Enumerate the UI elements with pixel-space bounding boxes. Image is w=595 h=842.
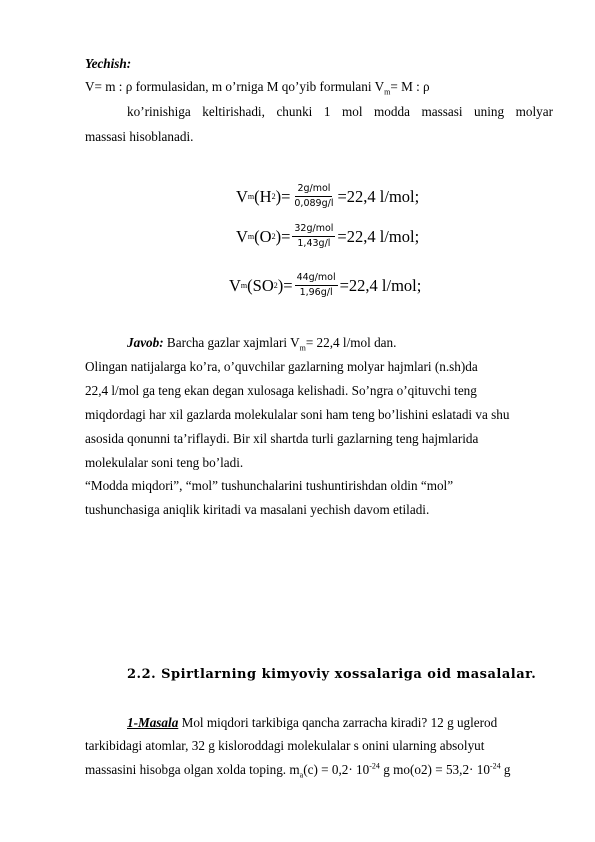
javob-label: Javob:: [127, 335, 164, 350]
equation-h2: V m (H 2 )= $\frac{\text{2g/mol}}{0,089g/l}$ =22,4 l/mol;: [236, 183, 420, 209]
text-segment: massasini hisobga olgan xolda toping. m: [85, 762, 300, 777]
word: modda: [374, 104, 410, 119]
eq-denominator: 1,96g/l: [299, 287, 333, 298]
yechish-label: Yechish:: [85, 56, 132, 71]
masala-label: 1-Masala: [127, 715, 179, 730]
masala-line-2: tarkibidagi atomlar, 32 g kisloroddagi molekulalar s onini ularning absolyut: [85, 738, 485, 753]
paragraph-1-line-2: [127, 104, 553, 120]
text-segment: g: [500, 762, 511, 777]
eq-numerator: 32g/mol: [292, 223, 335, 237]
eq-v: V: [236, 186, 248, 206]
subscript: m: [299, 343, 306, 353]
paragraph-1-line-3: massasi hisoblanadi.: [85, 129, 194, 144]
paragraph-2-line-2: 22,4 l/mol ga teng ekan degan xulosaga kelishadi. So’ngra o’qituvchi teng: [85, 383, 477, 398]
word: keltirishadi,: [202, 104, 265, 119]
eq-denominator: 1,43g/l: [297, 238, 331, 249]
equation-so2: V m (SO 2 )= $\frac{\text{44g/mol}}{1,96g/l}$ =22,4 l/mol;: [229, 272, 422, 298]
eq-result: =22,4 l/mol;: [339, 275, 422, 295]
eq-fraction: [295, 272, 338, 299]
text-segment: g mo(o2) = 53,2· 10: [379, 762, 490, 777]
superscript: -24: [369, 761, 380, 771]
eq-v: V: [236, 226, 248, 246]
eq-numerator: 44g/mol: [295, 272, 338, 286]
eq-numerator: 2g/mol: [295, 183, 332, 197]
text-segment: (c) = 0,2· 10: [303, 762, 370, 777]
word: chunki: [276, 104, 313, 119]
paragraph-1-line-1: [85, 79, 430, 95]
word: 1: [323, 104, 331, 119]
paragraph-2-line-3: miqdordagi har xil gazlarda molekulalar soni ham teng bo’lishini eslatadi va shu: [85, 407, 510, 422]
subscript: a: [299, 770, 304, 780]
superscript: -24: [489, 761, 501, 771]
text-segment: V= m : ρ formulasidan, m o’rniga M qo’yib formulani V: [85, 79, 385, 94]
paragraph-2-line-4: asosida qonunni ta’riflaydi. Bir xil shartda turli gazlarning teng hajmlarida: [85, 431, 479, 446]
word: mol: [342, 104, 363, 119]
eq-gas: (SO: [247, 275, 274, 295]
eq-fraction: [292, 223, 335, 250]
eq-equals: )=: [277, 275, 293, 295]
equation-o2: V m (O 2 )= $\frac{\text{32g/mol}}{1,43g/l}$ =22,4 l/mol;: [236, 223, 420, 249]
masala-line-1: [127, 715, 497, 731]
section-heading: 2.2. Spirtlarning kimyoviy xossalariga oid masalalar.: [127, 667, 537, 682]
word: molyar: [515, 104, 553, 119]
eq-fraction: [292, 183, 335, 210]
eq-gas: (O: [254, 226, 272, 246]
text-segment: Barcha gazlar xajmlari V: [163, 335, 300, 350]
eq-result: =22,4 l/mol;: [337, 186, 420, 206]
eq-equals: )=: [275, 186, 291, 206]
eq-denominator: 0,089g/l: [294, 198, 334, 209]
subscript: m: [384, 87, 391, 97]
eq-v: V: [229, 275, 241, 295]
javob-line: [127, 335, 396, 351]
word: ko’rinishiga: [127, 104, 191, 119]
eq-result: =22,4 l/mol;: [337, 226, 420, 246]
word: massasi: [421, 104, 463, 119]
eq-equals: )=: [275, 226, 291, 246]
text-segment: = M : ρ: [390, 79, 430, 94]
paragraph-2-line-6: “Modda miqdori”, “mol” tushunchalarini tushuntirishdan oldin “mol”: [85, 478, 454, 493]
text-segment: Mol miqdori tarkibiga qancha zarracha kiradi? 12 g uglerod: [178, 715, 498, 730]
masala-line-3: [85, 762, 510, 778]
paragraph-2-line-1: Olingan natijalarga ko’ra, o’quvchilar gazlarning molyar hajmlari (n.sh)da: [85, 359, 478, 374]
paragraph-2-line-7: tushunchasiga aniqlik kiritadi va masalani yechish davom etiladi.: [85, 502, 430, 517]
word: uning: [474, 104, 505, 119]
eq-gas: (H: [254, 186, 272, 206]
paragraph-2-line-5: molekulalar soni teng bo’ladi.: [85, 455, 244, 470]
text-segment: = 22,4 l/mol dan.: [305, 335, 397, 350]
